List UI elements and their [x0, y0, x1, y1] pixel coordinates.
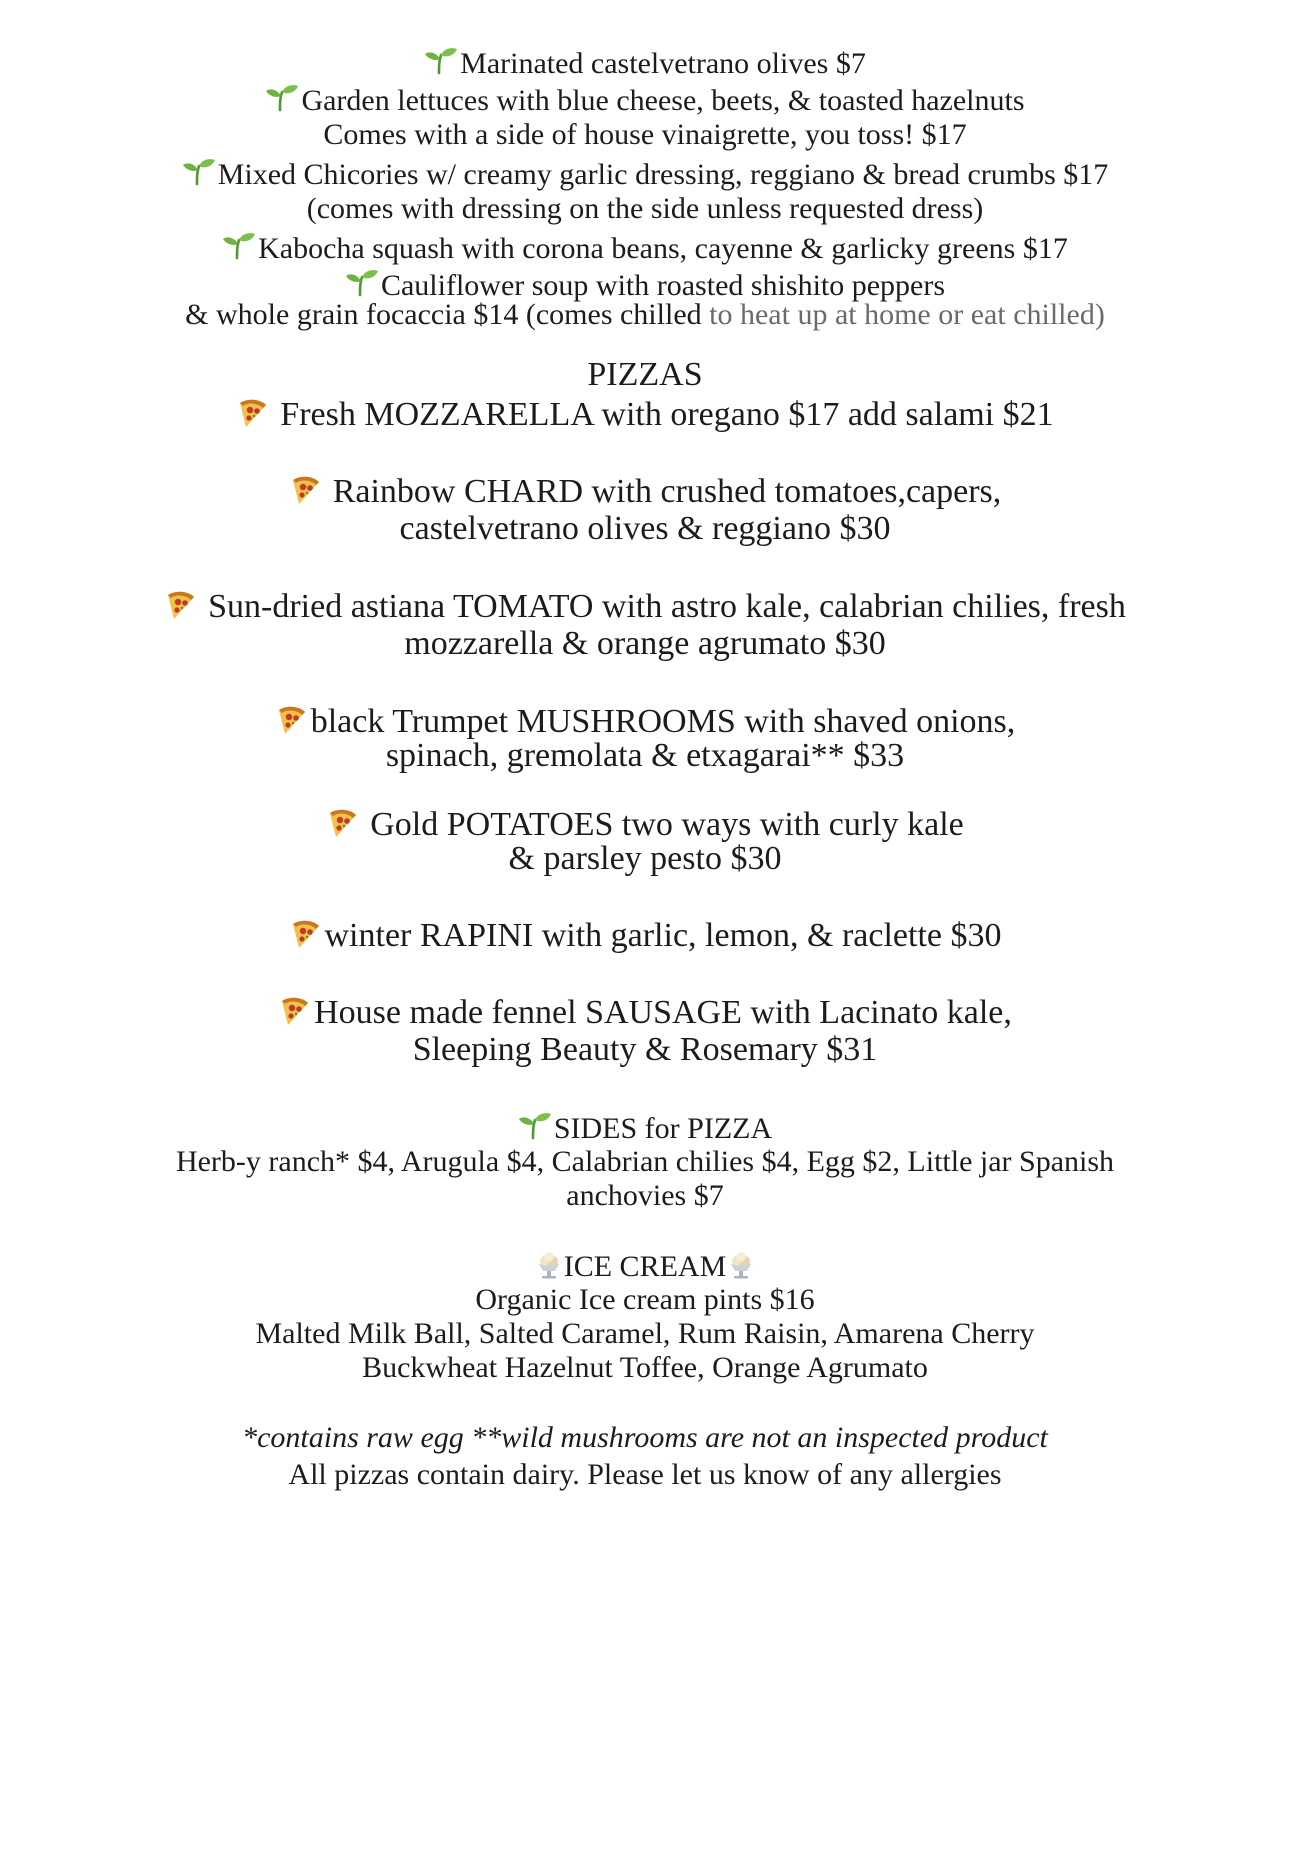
pizza-item-tomato: Sun-dried astiana TOMATO with astro kale, calabrian chilies, fresh [0, 589, 1290, 624]
pizza-item-rapini: winter RAPINI with garlic, lemon, & raclette $30 [0, 918, 1290, 953]
pizza-slice-icon [326, 807, 358, 839]
pizza-slice-icon [278, 995, 310, 1027]
pizza-item-chard: Rainbow CHARD with crushed tomatoes,capers, [0, 474, 1290, 509]
pizza-item-mushrooms-line2: spinach, gremolata & etxagarai** $33 [385, 737, 905, 774]
menu-item-olives: Marinated castelvetrano olives $7 [0, 46, 1290, 79]
menu-item-garden-note: Comes with a side of house vinaigrette, you toss! $17 [323, 118, 967, 151]
seedling-icon [222, 231, 256, 261]
menu-item-kabocha: Kabocha squash with corona beans, cayenne & garlicky greens $17 [0, 231, 1290, 264]
menu-item-chicories-note: (comes with dressing on the side unless requested dress) [306, 192, 984, 225]
sides-list-line2: anchovies $7 [566, 1179, 724, 1212]
menu-item-soup-note: & whole grain focaccia $14 (comes chilled to heat up at home or eat chilled) [185, 298, 1105, 331]
ice-cream-pints: Organic Ice cream pints $16 [475, 1283, 815, 1316]
pizza-slice-icon [236, 397, 268, 429]
pizza-item-potatoes: Gold POTATOES two ways with curly kale [0, 807, 1290, 842]
section-heading-sides: SIDES for PIZZA [0, 1111, 1290, 1144]
pizza-slice-icon [289, 918, 321, 950]
sides-list-line1: Herb-y ranch* $4, Arugula $4, Calabrian chilies $4, Egg $2, Little jar Spanish [175, 1145, 1115, 1178]
seedling-icon [182, 157, 216, 187]
seedling-icon [345, 268, 379, 298]
pizza-item-tomato-line2: mozzarella & orange agrumato $30 [404, 625, 886, 662]
ice-cream-icon [534, 1250, 564, 1280]
seedling-icon [518, 1111, 552, 1141]
pizza-item-chard-line2: castelvetrano olives & reggiano $30 [399, 510, 891, 547]
menu-item-cauliflower-soup: Cauliflower soup with roasted shishito peppers [0, 268, 1290, 301]
pizza-item-potatoes-line2: & parsley pesto $30 [508, 840, 782, 877]
menu-item-garden-lettuces: Garden lettuces with blue cheese, beets, & toasted hazelnuts [0, 83, 1290, 116]
pizza-item-sausage-line2: Sleeping Beauty & Rosemary $31 [412, 1031, 878, 1068]
section-heading-pizzas: PIZZAS [587, 356, 703, 393]
section-heading-ice-cream: ICE CREAM [0, 1250, 1290, 1282]
seedling-icon [424, 46, 458, 76]
menu-item-chicories: Mixed Chicories w/ creamy garlic dressing, reggiano & bread crumbs $17 [0, 157, 1290, 190]
footnote-allergies: All pizzas contain dairy. Please let us know of any allergies [288, 1458, 1002, 1491]
ice-cream-icon [726, 1250, 756, 1280]
footnote-raw-egg-mushrooms: *contains raw egg **wild mushrooms are not an inspected product [242, 1421, 1048, 1454]
pizza-item-mushrooms: black Trumpet MUSHROOMS with shaved onions, [0, 704, 1290, 739]
pizza-item-sausage: House made fennel SAUSAGE with Lacinato kale, [0, 995, 1290, 1030]
pizza-item-mozzarella: Fresh MOZZARELLA with oregano $17 add salami $21 [0, 397, 1290, 432]
pizza-slice-icon [289, 474, 321, 506]
ice-cream-flavors-line1: Malted Milk Ball, Salted Caramel, Rum Raisin, Amarena Cherry [255, 1317, 1035, 1350]
seedling-icon [265, 83, 299, 113]
pizza-slice-icon [164, 589, 196, 621]
pizza-slice-icon [275, 704, 307, 736]
ice-cream-flavors-line2: Buckwheat Hazelnut Toffee, Orange Agrumato [362, 1351, 928, 1384]
